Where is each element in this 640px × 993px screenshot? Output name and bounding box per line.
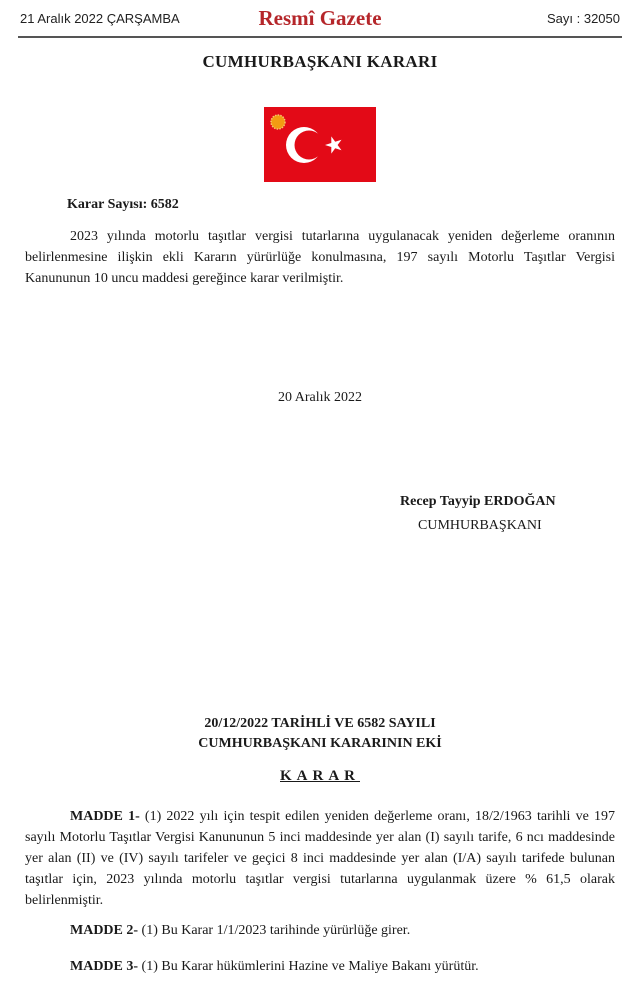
article-label: MADDE 1- xyxy=(70,809,140,824)
intro-paragraph: 2023 yılında motorlu taşıtlar vergisi tutarlarına uygulanacak yeniden değerleme oranının belirlenmesine ilişkin ekli Kararın yürürlüğe konulmasına, 197 sayılı Motorlu Taşıtlar Vergisi Kanununun 10 uncu maddesi gereğince karar verilmiştir. xyxy=(25,229,615,286)
decision-number: Karar Sayısı: 6582 xyxy=(67,197,179,212)
article-text: (1) Bu Karar hükümlerini Hazine ve Maliye Bakanı yürütür. xyxy=(138,959,479,974)
signatory-name: Recep Tayyip ERDOĞAN xyxy=(400,494,556,509)
article-2 xyxy=(25,920,615,941)
gazette-date: 21 Aralık 2022 ÇARŞAMBA xyxy=(20,11,180,26)
annex-title xyxy=(0,714,640,754)
turkish-flag-icon xyxy=(264,107,376,182)
issue-number: Sayı : 32050 xyxy=(547,11,620,26)
article-text: (1) 2022 yılı için tespit edilen yeniden değerleme oranı, 18/2/1963 tarihli ve 197 sayılı Motorlu Taşıtlar Vergisi Kanununun 5 inci maddesinde yer alan (I) sayılı tarife, 6 ncı maddesinde yer alan (II) ve (IV) sayılı tarifeler ve geçici 8 inci maddesinde yer alan (I/A) sayılı tarifede bulunan taşıtlar için, 2023 yılında motorlu taşıtlar vergisi tutarlarına uygulanmak üzere % 61,5 olarak belirlenmiştir. xyxy=(25,809,615,908)
header-divider xyxy=(18,36,622,38)
article-label: MADDE 3- xyxy=(70,959,139,974)
annex-title-line2: CUMHURBAŞKANI KARARININ EKİ xyxy=(198,736,442,751)
decision-date: 20 Aralık 2022 xyxy=(278,390,362,405)
gazette-name: Resmî Gazete xyxy=(258,6,382,30)
signatory-title: CUMHURBAŞKANI xyxy=(418,518,542,533)
article-1 xyxy=(25,806,615,911)
article-text: (1) Bu Karar 1/1/2023 tarihinde yürürlüğe girer. xyxy=(138,923,411,938)
annex-title-line1: 20/12/2022 TARİHLİ VE 6582 SAYILI xyxy=(204,716,436,731)
document-title: CUMHURBAŞKANI KARARI xyxy=(202,52,438,71)
article-3 xyxy=(25,956,615,977)
karar-heading: KARAR xyxy=(280,768,360,784)
article-label: MADDE 2- xyxy=(70,923,139,938)
